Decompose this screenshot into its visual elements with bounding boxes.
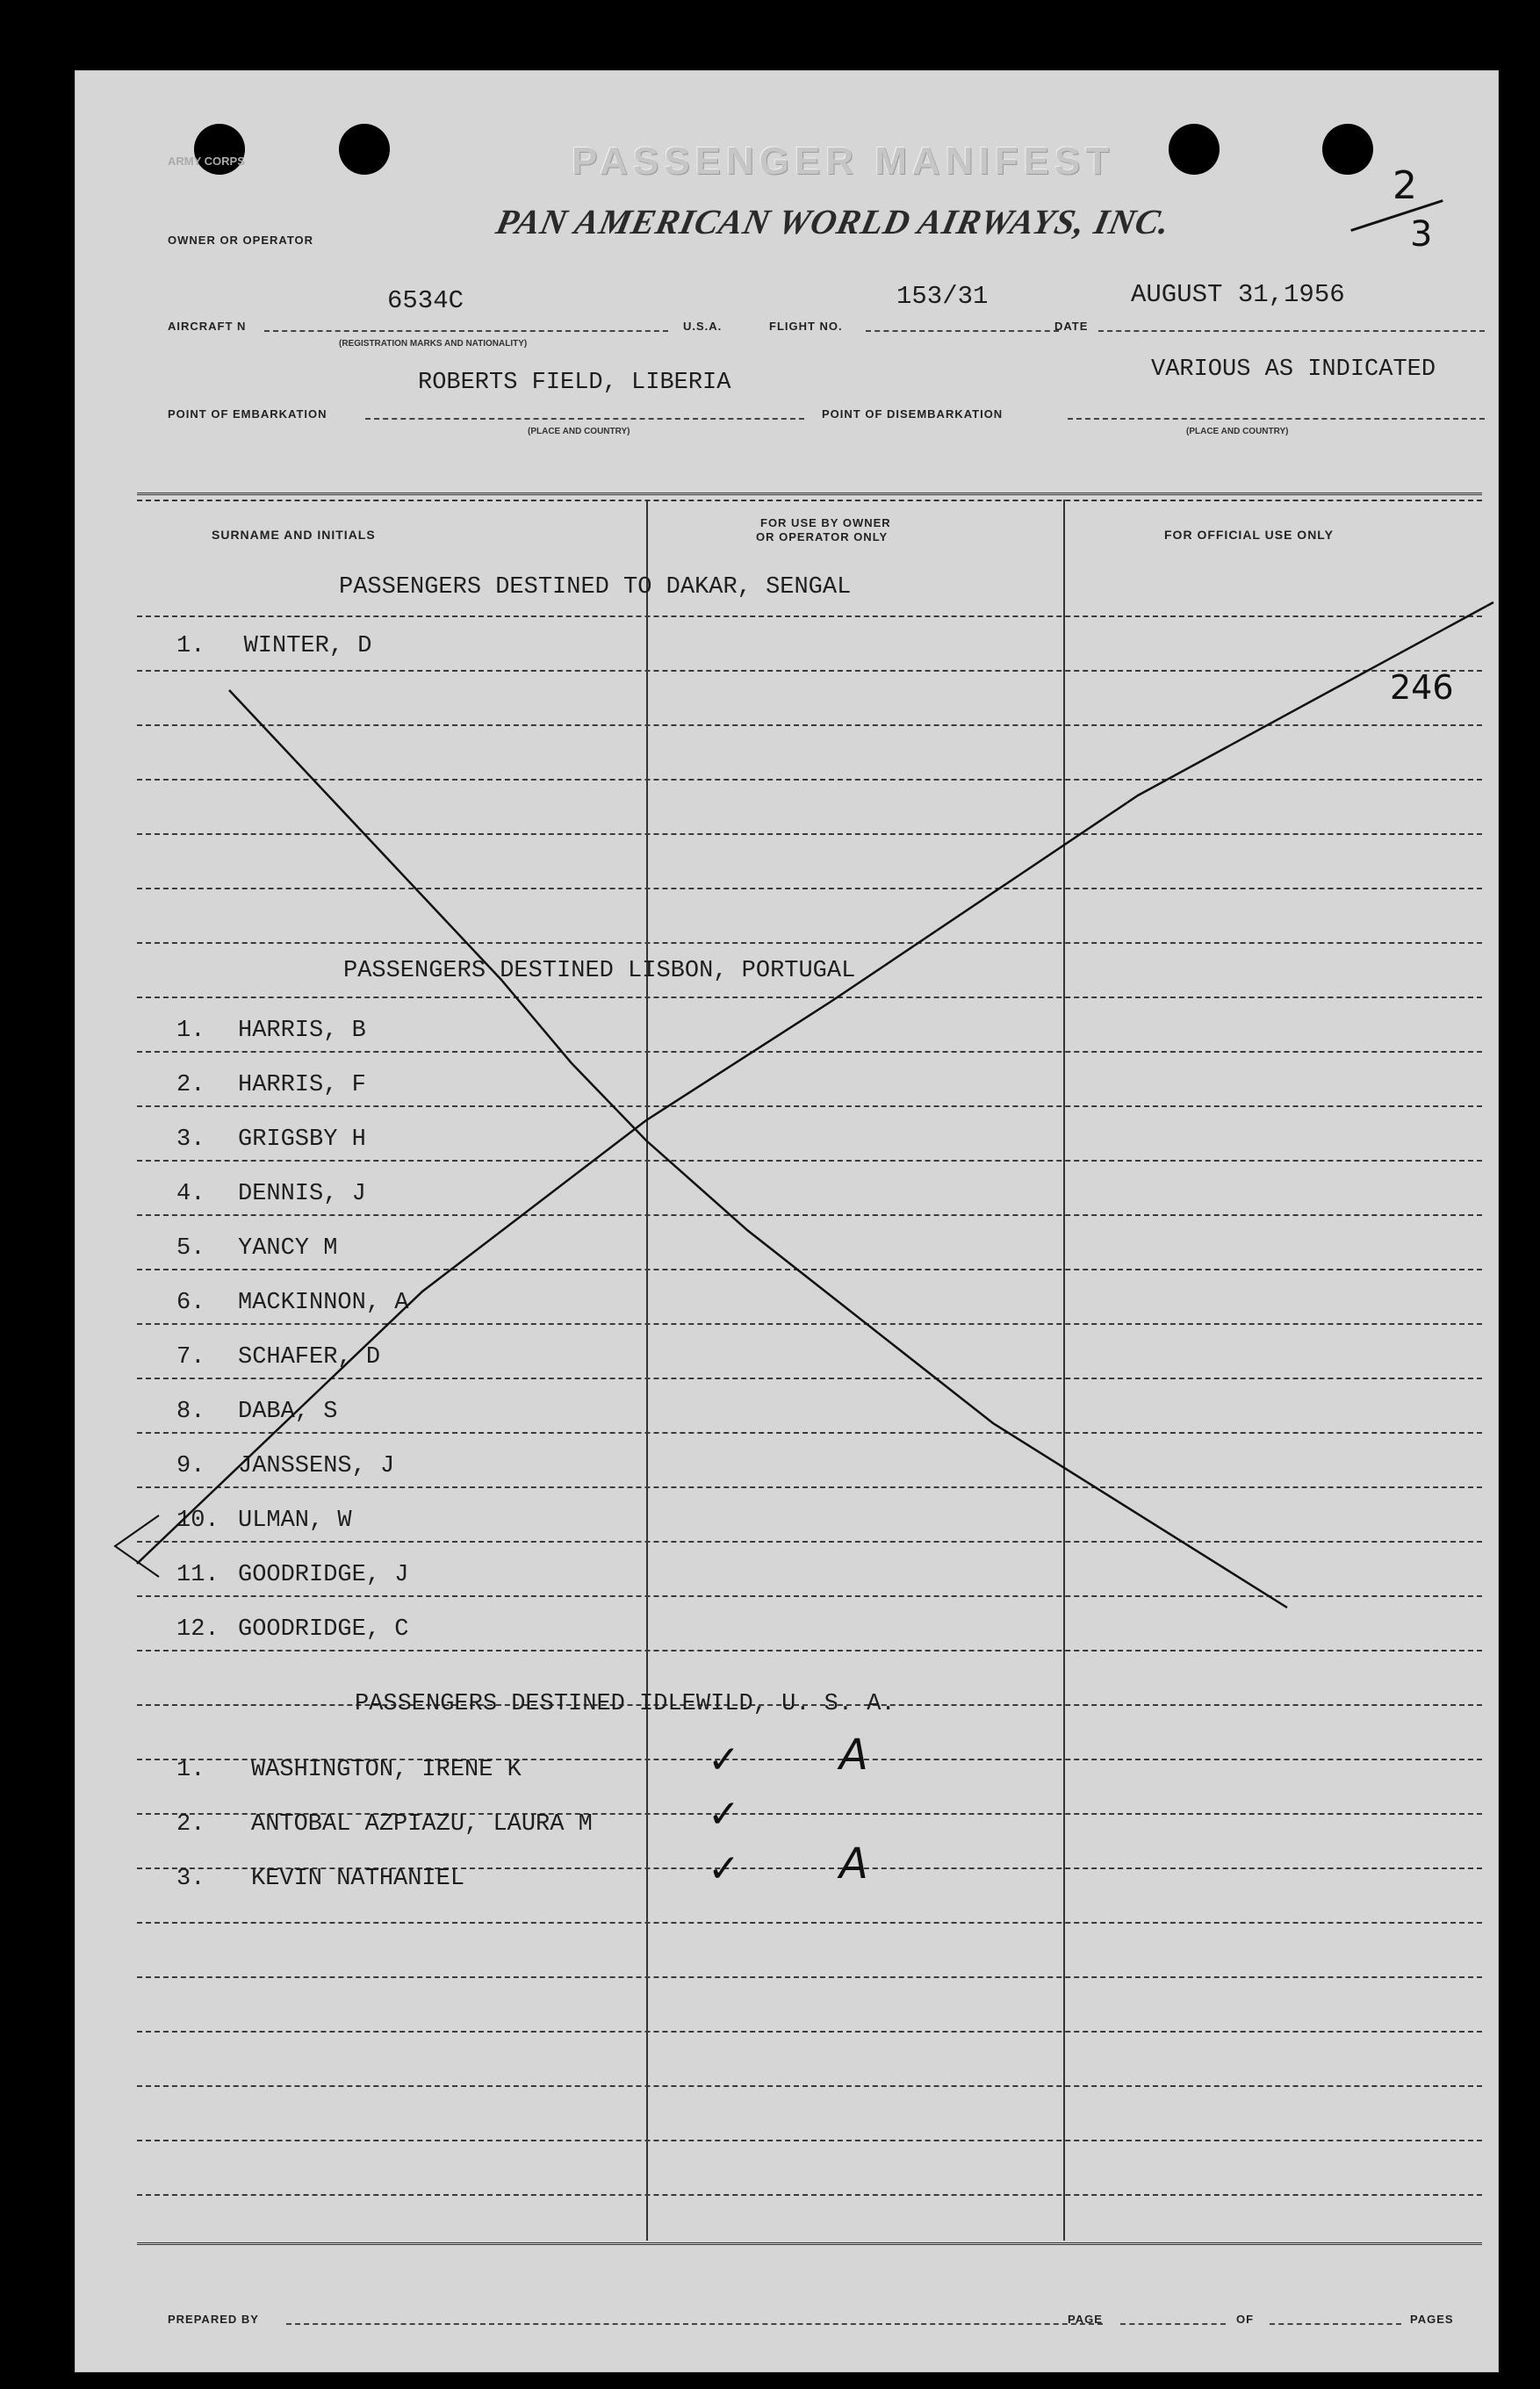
page-mark-bottom: 3 [1410, 214, 1433, 255]
passenger-name: ULMAN, W [238, 1508, 352, 1534]
passenger-name: GOODRIDGE, C [238, 1616, 409, 1643]
manifest-sheet [75, 70, 1499, 2372]
row-number: 11. [176, 1562, 219, 1588]
page-label: PAGE [1068, 2313, 1103, 2326]
flight-label: FLIGHT NO. [769, 320, 843, 333]
disembark-sublabel: (PLACE AND COUNTRY) [1186, 427, 1289, 436]
passenger-name: DENNIS, J [238, 1181, 366, 1207]
owner-label: OWNER OR OPERATOR [168, 234, 314, 247]
embark-label: POINT OF EMBARKATION [168, 407, 327, 421]
prepared-by-line [286, 2323, 1103, 2325]
section-heading-lisbon: PASSENGERS DESTINED LISBON, PORTUGAL [343, 958, 856, 984]
check-mark: ✓ [708, 1846, 740, 1891]
row-number: 1. [176, 1757, 205, 1783]
official-mark: A [839, 1839, 868, 1889]
row-number: 12. [176, 1616, 219, 1643]
passenger-name: SCHAFER, D [238, 1344, 381, 1371]
aircraft-sublabel: (REGISTRATION MARKS AND NATIONALITY) [339, 339, 528, 349]
date-value: AUGUST 31,1956 [1131, 280, 1345, 309]
official-number: 246 [1390, 668, 1454, 707]
flight-value: 153/31 [896, 282, 989, 311]
passenger-name: ANTOBAL AZPIAZU, LAURA M [251, 1811, 593, 1838]
row-number: 9. [176, 1453, 205, 1479]
cross-out-line [229, 690, 1287, 1608]
row-number: 2. [176, 1811, 205, 1838]
row-number: 3. [176, 1866, 205, 1892]
check-mark: ✓ [708, 1792, 740, 1837]
section-heading-dakar: PASSENGERS DESTINED TO DAKAR, SENGAL [339, 574, 852, 601]
passenger-name: MACKINNON, A [238, 1290, 409, 1316]
agency-stamp: ARMY CORPS [168, 155, 245, 168]
column-header-official: FOR OFFICIAL USE ONLY [1164, 528, 1334, 542]
column-header-owner-use-2: OR OPERATOR ONLY [756, 530, 889, 543]
owner-value: PAN AMERICAN WORLD AIRWAYS, INC. [493, 202, 1175, 241]
prepared-by-label: PREPARED BY [168, 2313, 259, 2326]
passenger-name: GOODRIDGE, J [238, 1562, 409, 1588]
disembark-value: VARIOUS AS INDICATED [1151, 356, 1436, 383]
official-mark: A [839, 1731, 868, 1780]
page-title: PASSENGER MANIFEST [572, 140, 1115, 183]
column-header-owner-use-1: FOR USE BY OWNER [760, 516, 891, 529]
cross-out-line [137, 602, 1493, 1564]
passenger-name: WASHINGTON, IRENE K [251, 1757, 522, 1783]
of-label: OF [1236, 2313, 1255, 2326]
cross-out-marks [76, 71, 1498, 2371]
passenger-name: HARRIS, B [238, 1018, 366, 1044]
row-number: 8. [176, 1399, 205, 1425]
page-mark-top: 2 [1392, 163, 1417, 208]
passenger-name: GRIGSBY H [238, 1126, 366, 1153]
passenger-name: DABA, S [238, 1399, 338, 1425]
passenger-name: WINTER, D [243, 633, 372, 659]
passenger-name: HARRIS, F [238, 1072, 366, 1098]
row-number: 6. [176, 1290, 205, 1316]
row-number: 2. [176, 1072, 205, 1098]
embark-sublabel: (PLACE AND COUNTRY) [528, 427, 630, 436]
table-bottom-rule [137, 2242, 1482, 2245]
passenger-name: KEVIN NATHANIEL [251, 1866, 465, 1892]
aircraft-label: AIRCRAFT N [168, 320, 247, 333]
row-number: 3. [176, 1126, 205, 1153]
pages-label: PAGES [1410, 2313, 1454, 2326]
date-label: DATE [1054, 320, 1089, 333]
row-number: 1. [176, 1018, 205, 1044]
row-number: 1. [176, 633, 205, 659]
usa-label: U.S.A. [683, 320, 723, 333]
of-line [1270, 2323, 1401, 2325]
row-number: 4. [176, 1181, 205, 1207]
section-heading-idlewild: PASSENGERS DESTINED IDLEWILD, U. S. A. [355, 1691, 896, 1717]
page-line [1120, 2323, 1226, 2325]
passenger-name: YANCY M [238, 1235, 338, 1262]
check-mark: ✓ [708, 1738, 740, 1782]
embark-value: ROBERTS FIELD, LIBERIA [418, 370, 731, 396]
row-number: 7. [176, 1344, 205, 1371]
row-number: 10. [176, 1508, 219, 1534]
aircraft-value: 6534C [387, 286, 464, 315]
passenger-name: JANSSENS, J [238, 1453, 395, 1479]
disembark-label: POINT OF DISEMBARKATION [822, 407, 1004, 421]
row-number: 5. [176, 1235, 205, 1262]
cross-out-tick [115, 1515, 159, 1577]
column-header-surname: SURNAME AND INITIALS [212, 528, 376, 542]
